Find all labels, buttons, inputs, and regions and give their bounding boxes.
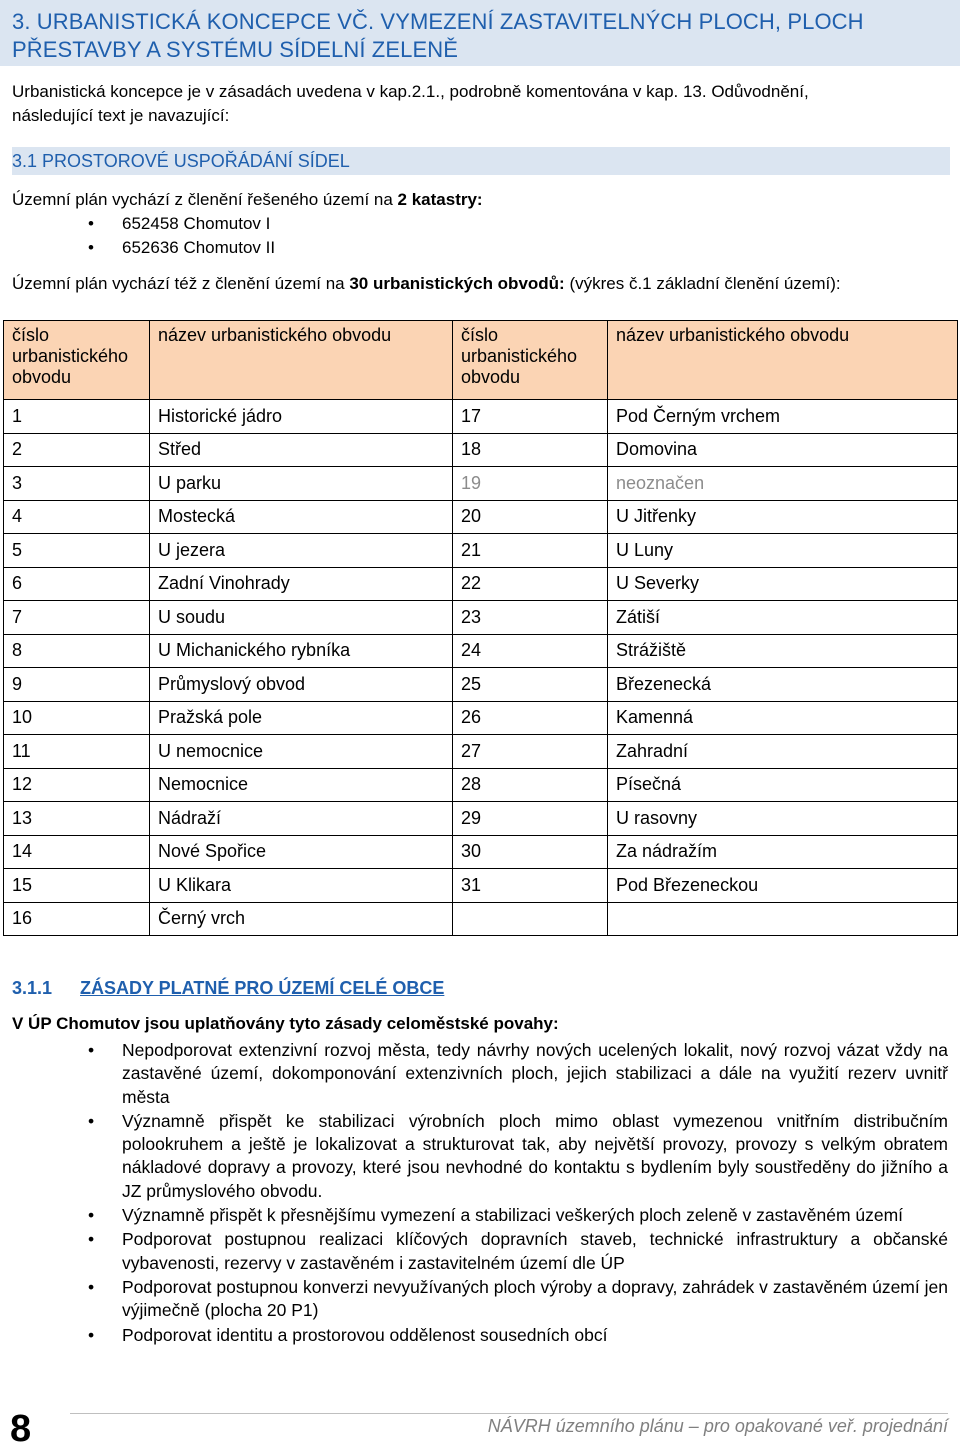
table-cell: U Klikara: [150, 869, 453, 903]
section-heading-band: [12, 147, 950, 175]
table-cell: U nemocnice: [150, 735, 453, 769]
obvody-intro-bold: 30 urbanistických obvodů:: [349, 274, 565, 293]
table-cell: 13: [4, 802, 150, 836]
table-row: [4, 500, 958, 534]
table-cell: U parku: [150, 467, 453, 501]
katastry-intro: [12, 188, 483, 211]
table-cell: [453, 902, 608, 936]
table-cell: Zátiší: [608, 601, 958, 635]
rule-item: • Významně přispět k přesnějšímu vymezení a stabilizaci veškerých ploch zeleně v zastavěném území: [122, 1204, 948, 1227]
table-cell: Nemocnice: [150, 768, 453, 802]
rule-item: • Podporovat postupnou konverzi nevyužívaných ploch výroby a dopravy, zahrádek v zastavěném území jen výjimečně (plocha 20 P1): [122, 1276, 948, 1323]
table-cell: Zadní Vinohrady: [150, 567, 453, 601]
katastry-intro-text: Územní plán vychází z členění řešeného území na: [12, 190, 398, 209]
table-row: [4, 467, 958, 501]
table-cell: 28: [453, 768, 608, 802]
subsection-heading: [12, 978, 444, 999]
chapter-heading-band: [0, 0, 960, 66]
table-cell: Pod Březeneckou: [608, 869, 958, 903]
table-row: [4, 601, 958, 635]
header-cell: číslo urbanistického obvodu: [453, 321, 608, 400]
table-row: [4, 634, 958, 668]
obvody-intro: [12, 272, 841, 295]
table-row: [4, 902, 958, 936]
subsection-number: 3.1.1: [12, 978, 53, 998]
table-cell: 7: [4, 601, 150, 635]
table-cell: Nádraží: [150, 802, 453, 836]
obvody-intro-text: Územní plán vychází též z členění území na: [12, 274, 350, 293]
table-cell: Písečná: [608, 768, 958, 802]
rule-item: • Nepodporovat extenzivní rozvoj města, tedy návrhy nových ucelených lokalit, nový rozvoj vázat vždy na zastavěné území, dokomponování extenzivních ploch, jejich stabilizaci a dále na využití rezerv uvnitř města: [122, 1039, 948, 1109]
table-cell: Černý vrch: [150, 902, 453, 936]
katastr-item: • 652636 Chomutov II: [122, 236, 275, 259]
rules-list: [122, 1039, 948, 1348]
table-cell: Průmyslový obvod: [150, 668, 453, 702]
table-cell: U Severky: [608, 567, 958, 601]
table-cell: 4: [4, 500, 150, 534]
table-row: [4, 701, 958, 735]
table-body: [4, 400, 958, 936]
intro-line-1: Urbanistická koncepce je v zásadách uvedena v kap.2.1., podrobně komentována v kap. 13. Odůvodnění,: [12, 82, 809, 101]
intro-line-2: následující text je navazující:: [12, 106, 230, 125]
katastr-item: • 652458 Chomutov I: [122, 212, 270, 235]
rules-lead: V ÚP Chomutov jsou uplatňovány tyto zásady celoměstské povahy:: [12, 1014, 559, 1033]
table-cell: 9: [4, 668, 150, 702]
table-row: [4, 400, 958, 434]
table-cell: 23: [453, 601, 608, 635]
header-cell: název urbanistického obvodu: [608, 321, 958, 400]
table-cell: 24: [453, 634, 608, 668]
table-cell: neoznačen: [608, 467, 958, 501]
table-row: [4, 835, 958, 869]
footer-divider: [70, 1413, 948, 1414]
table-cell: U jezera: [150, 534, 453, 568]
table-cell: U rasovny: [608, 802, 958, 836]
table-cell: 6: [4, 567, 150, 601]
table-row: [4, 768, 958, 802]
table-cell: 31: [453, 869, 608, 903]
table-cell: 12: [4, 768, 150, 802]
table-cell: Historické jádro: [150, 400, 453, 434]
table-cell: Domovina: [608, 433, 958, 467]
table-cell: 1: [4, 400, 150, 434]
subsection-title: ZÁSADY PLATNÉ PRO ÚZEMÍ CELÉ OBCE: [80, 978, 445, 998]
table-cell: [608, 902, 958, 936]
table-cell: Kamenná: [608, 701, 958, 735]
table-row: [4, 735, 958, 769]
table-cell: 21: [453, 534, 608, 568]
rule-item: • Podporovat postupnou realizaci klíčových dopravních staveb, technické infrastruktury a občanské vybavenosti, rezervy v zastavěném i zastavitelném území dle ÚP: [122, 1228, 948, 1275]
table-cell: 26: [453, 701, 608, 735]
table-cell: 16: [4, 902, 150, 936]
table-cell: 20: [453, 500, 608, 534]
table-cell: 15: [4, 869, 150, 903]
table-cell: 17: [453, 400, 608, 434]
footer-text: NÁVRH územního plánu – pro opakované veř. projednání: [487, 1416, 948, 1436]
header-cell: číslo urbanistického obvodu: [4, 321, 150, 400]
table-cell: 14: [4, 835, 150, 869]
table-cell: Mostecká: [150, 500, 453, 534]
table-cell: 5: [4, 534, 150, 568]
table-cell: 18: [453, 433, 608, 467]
table-cell: 27: [453, 735, 608, 769]
page-number: 8: [10, 1408, 32, 1450]
table-cell: Za nádražím: [608, 835, 958, 869]
table-header-row: [4, 321, 958, 400]
table-cell: 30: [453, 835, 608, 869]
section-heading: 3.1 PROSTOROVÉ USPOŘÁDÁNÍ SÍDEL: [12, 151, 350, 171]
table-cell: 2: [4, 433, 150, 467]
katastry-intro-bold: 2 katastry:: [397, 190, 483, 209]
table-cell: Strážiště: [608, 634, 958, 668]
table-row: [4, 534, 958, 568]
table-cell: U Jitřenky: [608, 500, 958, 534]
table-cell: Pražská pole: [150, 701, 453, 735]
table-cell: 29: [453, 802, 608, 836]
table-row: [4, 869, 958, 903]
table-cell: 19: [453, 467, 608, 501]
table-row: [4, 802, 958, 836]
rule-item: • Významně přispět ke stabilizaci výrobních ploch mimo oblast vymezenou vnitřním distribučním polookruhem a ještě je lokalizovat a strukturovat tak, aby největší provozy, provozy s velkým obratem nákladové dopravy a provozy, které jsou nevhodné do kontaktu s bydlením byly soustředěny do jižního a JZ průmyslového obvodu.: [122, 1110, 948, 1203]
obvody-intro-tail: (výkres č.1 základní členění území):: [564, 274, 841, 293]
table-cell: 10: [4, 701, 150, 735]
table-row: [4, 433, 958, 467]
table-cell: Pod Černým vrchem: [608, 400, 958, 434]
table-cell: 3: [4, 467, 150, 501]
table-cell: 8: [4, 634, 150, 668]
table-cell: Zahradní: [608, 735, 958, 769]
chapter-heading: 3. URBANISTICKÁ KONCEPCE VČ. VYMEZENÍ ZASTAVITELNÝCH PLOCH, PLOCH PŘESTAVBY A SYSTÉMU SÍDELNÍ ZELENĚ: [12, 9, 864, 62]
table-cell: Březenecká: [608, 668, 958, 702]
table-cell: U Michanického rybníka: [150, 634, 453, 668]
table-cell: 25: [453, 668, 608, 702]
rule-item: • Podporovat identitu a prostorovou oddělenost sousedních obcí: [122, 1324, 948, 1347]
table-cell: Střed: [150, 433, 453, 467]
table-cell: U soudu: [150, 601, 453, 635]
table-cell: 11: [4, 735, 150, 769]
table-row: [4, 668, 958, 702]
header-cell: název urbanistického obvodu: [150, 321, 453, 400]
table-cell: Nové Spořice: [150, 835, 453, 869]
table-cell: U Luny: [608, 534, 958, 568]
table-cell: 22: [453, 567, 608, 601]
table-row: [4, 567, 958, 601]
obvody-table: [3, 320, 958, 936]
